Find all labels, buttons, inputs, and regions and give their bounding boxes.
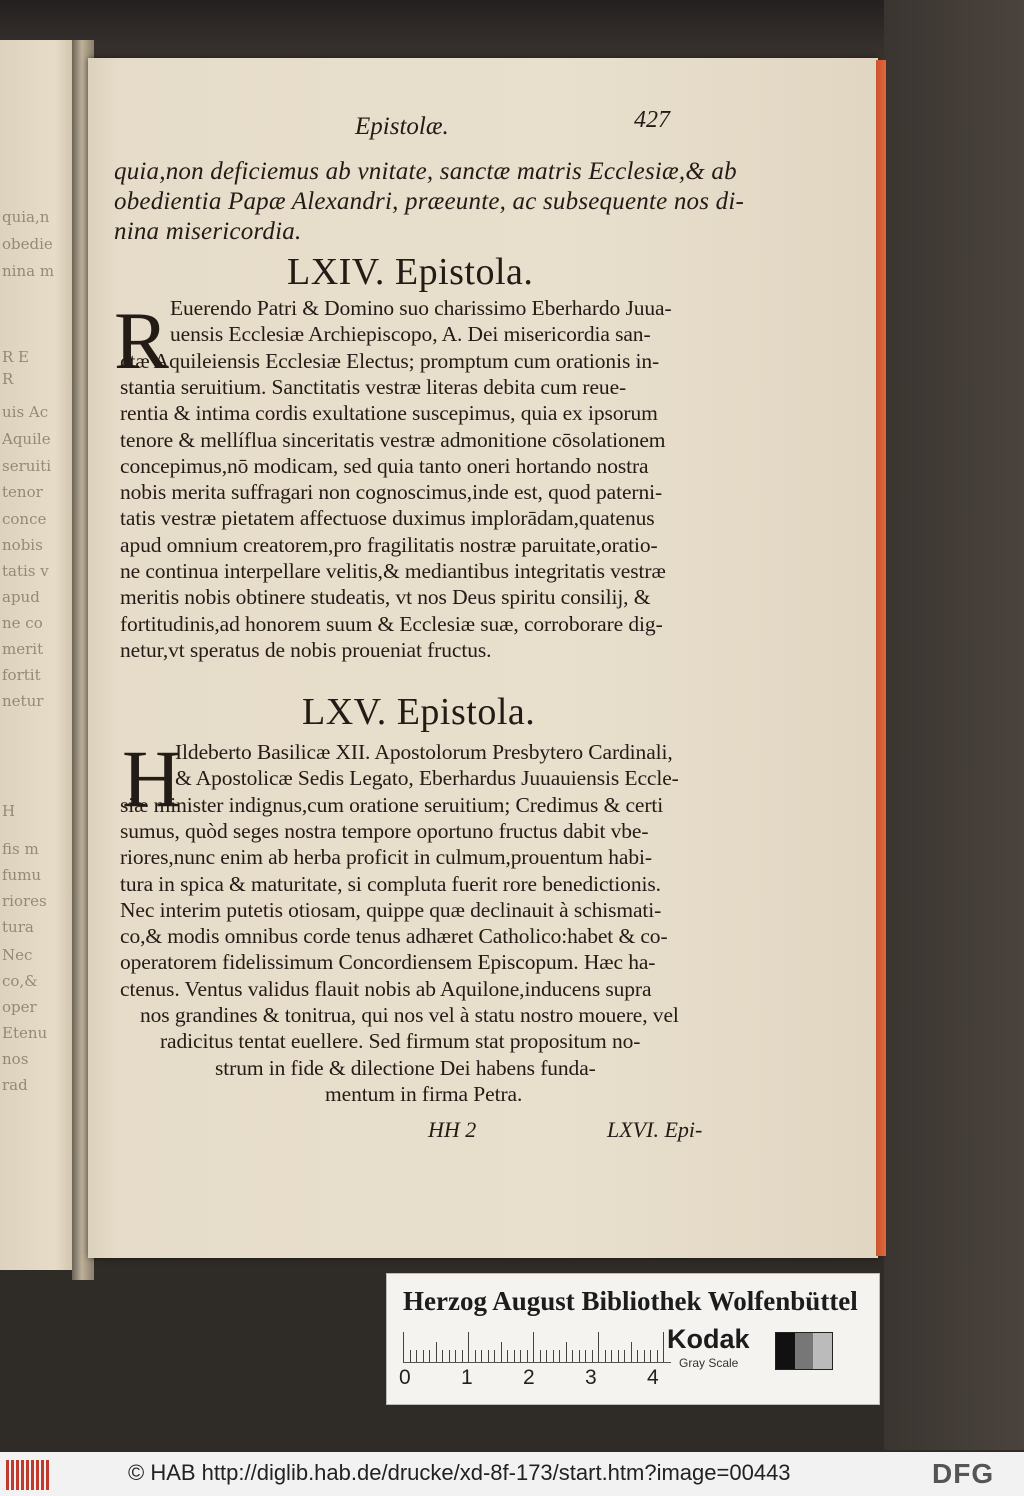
letter-65-line: siæ minister indignus,cum oratione seruitium; Credimus & certi (120, 792, 664, 817)
letter-65-line: nos grandines & tonitrua, qui nos vel à statu nostro mouere, vel (140, 1003, 679, 1027)
ruler-tick (631, 1342, 632, 1362)
letter-65-dropcap: H (122, 733, 182, 824)
letter-65-line: radicitus tentat euellere. Sed firmum stat propositum no- (160, 1029, 641, 1054)
previous-page-fragment: netur (2, 692, 44, 710)
page-red-edge (876, 60, 886, 1256)
previous-page-fragment: fortit (2, 666, 41, 684)
ruler-number: 0 (399, 1366, 411, 1389)
letter-64-line: fortitudinis,ad honorem suum & Ecclesiæ suæ, corroborare dig- (120, 611, 663, 636)
running-title: Epistolæ. (355, 113, 449, 140)
ruler-tick (585, 1350, 586, 1362)
catchword: LXVI. Epi- (607, 1117, 703, 1142)
ruler-tick (663, 1332, 664, 1362)
previous-page-fragment: obedie (2, 235, 53, 253)
previous-page-fragment: Aquile (2, 430, 51, 448)
ruler-tick (455, 1350, 456, 1362)
letter-64-line: tenore & mellíflua sinceritatis vestræ admonitione cōsolationem (120, 427, 666, 452)
previous-page-fragment: merit (2, 640, 44, 658)
ruler-tick (644, 1350, 645, 1362)
previous-page-fragment: H (2, 802, 16, 820)
ruler-tick (481, 1350, 482, 1362)
ruler-tick (598, 1332, 599, 1362)
ruler-tick (507, 1350, 508, 1362)
previous-page-fragment: fis m (2, 840, 39, 858)
ruler-tick (624, 1350, 625, 1362)
previous-page-fragment: oper (2, 998, 37, 1016)
ruler-tick (468, 1332, 469, 1362)
intro-line: obedientia Papæ Alexandri, præeunte, ac subsequente nos di- (114, 188, 744, 215)
letter-64-line: ctæ Aquileiensis Ecclesiæ Electus; promptum cum orationis in- (120, 348, 660, 373)
ruler-tick (579, 1350, 580, 1362)
page-number: 427 (634, 107, 670, 133)
ruler-tick (618, 1350, 619, 1362)
letter-65-line: co,& modis omnibus corde tenus adhæret Catholico:habet & co- (120, 924, 668, 949)
ruler-tick (572, 1350, 573, 1362)
letter-64-line: ne continua interpellare velitis,& mediantibus integritatis vestræ (120, 559, 666, 583)
previous-page-fragment: nina m (2, 262, 55, 280)
letter-64-line: apud omnium creatorem,pro fragilitatis nostræ paruitate,oratio- (120, 532, 658, 557)
previous-page-fragment: tatis v (2, 562, 49, 580)
scan-background-top (0, 0, 1024, 60)
intro-line: quia,non deficiemus ab vnitate, sanctæ matris Ecclesiæ,& ab (114, 158, 737, 185)
ruler-tick (657, 1350, 658, 1362)
ruler-tick (436, 1342, 437, 1362)
kodak-brand: Kodak (667, 1324, 750, 1354)
letter-64-line: Euerendo Patri & Domino suo charissimo Eberhardo Juua- (170, 296, 672, 320)
previous-page-fragment: rad (2, 1076, 28, 1094)
copyright-link[interactable]: © HAB http://diglib.hab.de/drucke/xd-8f-173/start.htm?image=00443 (128, 1460, 791, 1485)
ruler-tick (637, 1350, 638, 1362)
ruler-tick (533, 1332, 534, 1362)
previous-page-fragment: seruiti (2, 457, 52, 475)
ruler-tick (566, 1342, 567, 1362)
signature-mark: HH 2 (428, 1117, 477, 1142)
ruler-number: 1 (461, 1366, 473, 1389)
ruler-number: 2 (523, 1366, 535, 1389)
letter-64-line: concepimus,nō modicam, sed quia tanto oneri hortando nostra (120, 453, 649, 478)
letter-65-line: mentum in firma Petra. (325, 1081, 523, 1106)
previous-page-fragment: apud (2, 588, 40, 606)
letter-64-line: meritis nobis obtinere studeatis, vt nos Deus spiritu consilij, & (120, 585, 651, 610)
bottom-bar (0, 1452, 1024, 1496)
ruler-tick (442, 1350, 443, 1362)
ruler-tick (423, 1350, 424, 1362)
letter-65-line: ctenus. Ventus validus flauit nobis ab Aquilone,inducens supra (120, 976, 652, 1001)
library-name: Herzog August Bibliothek Wolfenbüttel (403, 1286, 858, 1316)
previous-page-fragment: quia,n (2, 208, 50, 226)
ruler-tick (605, 1350, 606, 1362)
scan-background-right (884, 0, 1024, 1450)
ruler-tick (488, 1350, 489, 1362)
letter-64-line: tatis vestræ pietatem affectuose duximus implorādam,quatenus (120, 506, 655, 531)
ruler-number: 3 (585, 1366, 597, 1389)
ruler-tick (527, 1350, 528, 1362)
ruler-tick (514, 1350, 515, 1362)
ruler-tick (494, 1350, 495, 1362)
ruler-tick (416, 1350, 417, 1362)
ruler-number: 4 (647, 1366, 659, 1389)
previous-page-fragment: co,& (2, 972, 38, 990)
ruler-tick (650, 1350, 651, 1362)
previous-page-fragment: ne co (2, 614, 43, 632)
letter-64-line: uensis Ecclesiæ Archiepiscopo, A. Dei misericordia san- (170, 322, 651, 347)
previous-page-fragment: conce (2, 510, 47, 528)
ruler-tick (429, 1350, 430, 1362)
ruler-tick (611, 1350, 612, 1362)
previous-page-fragment: tura (2, 918, 34, 936)
ruler (403, 1332, 671, 1363)
previous-page-fragment: R (2, 370, 14, 388)
ruler-tick (553, 1350, 554, 1362)
letter-65-line: tura in spica & maturitate, si compluta fuerit rore benedictionis. (120, 871, 661, 896)
letter-64-dropcap: R (114, 295, 169, 386)
intro-line: nina misericordia. (114, 218, 302, 245)
ruler-tick (475, 1350, 476, 1362)
previous-page-fragment: R E (2, 348, 30, 366)
letter-65-line: operatorem fidelissimum Concordiensem Episcopum. Hæc ha- (120, 950, 656, 975)
previous-page-fragment: Etenu (2, 1024, 48, 1042)
ruler-tick (501, 1342, 502, 1362)
letter-65-line: & Apostolicæ Sedis Legato, Eberhardus Juuauiensis Eccle- (175, 766, 679, 791)
library-label (386, 1273, 880, 1405)
ruler-tick (449, 1350, 450, 1362)
ruler-tick (540, 1350, 541, 1362)
ruler-tick (403, 1332, 404, 1362)
previous-page (0, 40, 78, 1270)
letter-65-heading: LXV. Epistola. (302, 691, 536, 733)
previous-page-fragment: riores (2, 892, 47, 910)
previous-page-fragment: Nec (2, 946, 33, 964)
letter-64-line: stantia seruitium. Sanctitatis vestræ literas debita cum reue- (120, 374, 627, 399)
letter-65-line: Ildeberto Basilicæ XII. Apostolorum Presbytero Cardinali, (175, 740, 673, 764)
barcode-icon (6, 1460, 50, 1490)
letter-65-line: Nec interim putetis otiosam, quippe quæ declinauit à schismati- (120, 897, 662, 922)
gray-scale-patches (775, 1332, 833, 1370)
ruler-tick (462, 1350, 463, 1362)
letter-64-line: rentia & intima cordis exultatione suscepimus, quia ex ipsorum (120, 401, 658, 426)
ruler-tick (559, 1350, 560, 1362)
ruler-tick (592, 1350, 593, 1362)
previous-page-fragment: nobis (2, 536, 43, 554)
dfg-logo: DFG (932, 1458, 995, 1489)
letter-65-line: strum in fide & dilectione Dei habens funda- (215, 1055, 596, 1080)
gray-scale-caption: Gray Scale (679, 1356, 739, 1370)
ruler-tick (520, 1350, 521, 1362)
letter-65-line: sumus, quòd seges nostra tempore oportuno fructus dabit vbe- (120, 818, 649, 843)
previous-page-fragment: tenor (2, 483, 43, 501)
ruler-tick (546, 1350, 547, 1362)
letter-64-line: netur,vt speratus de nobis proueniat fructus. (120, 637, 492, 662)
ruler-tick (410, 1350, 411, 1362)
previous-page-fragment: fumu (2, 866, 42, 884)
letter-65-line: riores,nunc enim ab herba proficit in culmum,prouentum habi- (120, 845, 652, 870)
letter-64-heading: LXIV. Epistola. (287, 251, 534, 293)
previous-page-fragment: uis Ac (2, 403, 49, 421)
letter-64-line: nobis merita suffragari non cognoscimus,inde est, quod paterni- (120, 480, 663, 505)
previous-page-fragment: nos (2, 1050, 29, 1068)
